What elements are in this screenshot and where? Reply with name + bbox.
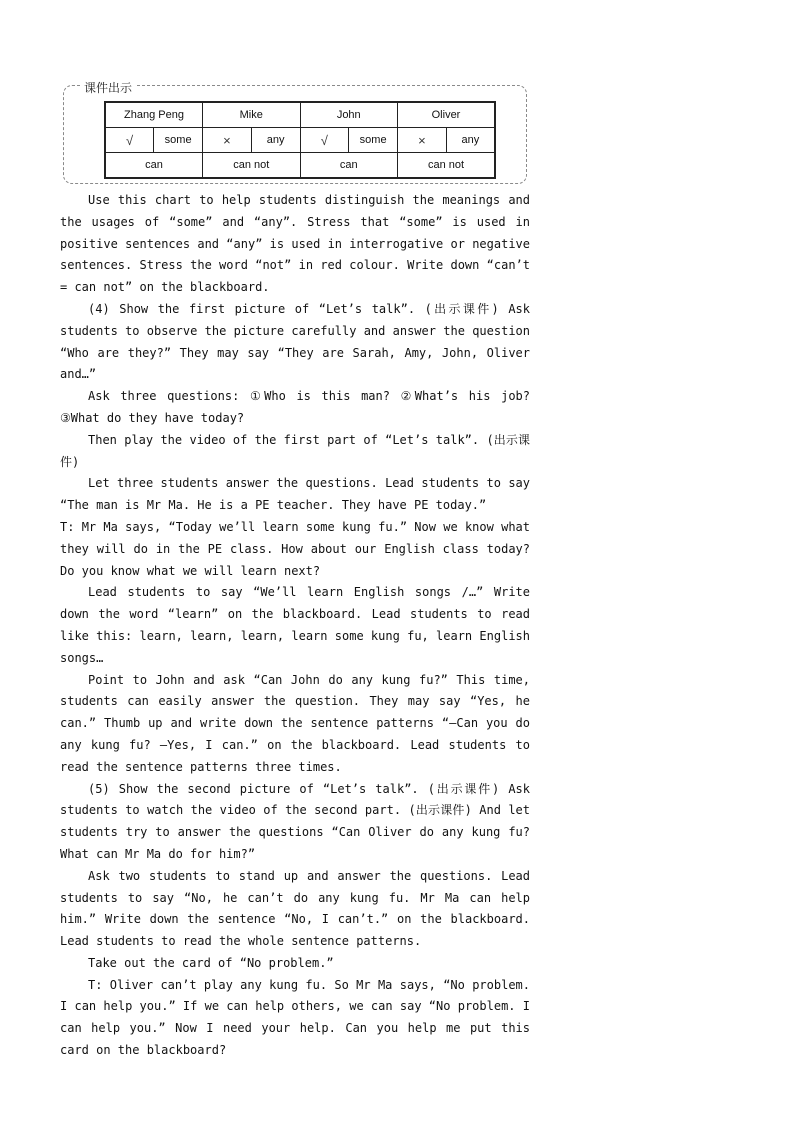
paragraph: Point to John and ask “Can John do any kung fu?” This time, students can easily answer the question. They may say “Yes, he can.” Thumb up and write down the sentence patterns “—Can you do any kung fu? —Yes, I can.” on the blackboard. Lead students to read the sentence patterns three times. bbox=[60, 672, 530, 774]
table-cell: can not bbox=[203, 153, 301, 179]
table-cell: some bbox=[349, 128, 398, 153]
table-cell: any bbox=[251, 128, 300, 153]
check-mark-icon: √ bbox=[300, 128, 349, 153]
table-header-cell: Oliver bbox=[398, 102, 496, 128]
courseware-callout-title: 课件出示 bbox=[81, 79, 135, 96]
paragraph: (5) Show the second picture of “Let’s talk”. (出示课件) Ask students to watch the video of the second part. (出示课件) And let students try to answer the questions “Can Oliver do any kung fu? What can Mr Ma do for him?” bbox=[60, 781, 530, 861]
lesson-body-text bbox=[60, 190, 530, 1062]
cross-mark-icon: × bbox=[203, 128, 252, 153]
some-any-chart-table bbox=[104, 101, 496, 179]
table-row bbox=[105, 128, 495, 153]
table-cell: can bbox=[105, 153, 203, 179]
table-row bbox=[105, 153, 495, 179]
paragraph: Let three students answer the questions. Lead students to say “The man is Mr Ma. He is a PE teacher. They have PE today.” bbox=[60, 476, 530, 513]
table-header-cell: Mike bbox=[203, 102, 301, 128]
check-mark-icon: √ bbox=[105, 128, 154, 153]
paragraph: Take out the card of “No problem.” bbox=[88, 955, 334, 970]
table-row bbox=[105, 102, 495, 128]
table-cell: some bbox=[154, 128, 203, 153]
paragraph: Use this chart to help students distinguish the meanings and the usages of “some” and “any”. Stress that “some” is used in positive sentences and “any” is used in interrogative or negative sentences. Stress the word “not” in red colour. Write down “can’t = can not” on the blackboard. bbox=[60, 193, 530, 295]
cross-mark-icon: × bbox=[398, 128, 447, 153]
paragraph: T: Oliver can’t play any kung fu. So Mr Ma says, “No problem. I can help you.” If we can help others, we can say “No problem. I can help you.” Now I need your help. Can you help me put this card on the blackboard? bbox=[60, 977, 530, 1058]
paragraph: Lead students to say “We’ll learn English songs /…” Write down the word “learn” on the blackboard. Lead students to read like this: learn, learn, learn, learn some kung fu, learn English songs… bbox=[60, 585, 530, 665]
table-header-cell: Zhang Peng bbox=[105, 102, 203, 128]
table-cell: can not bbox=[398, 153, 496, 179]
paragraph: Ask three questions: ①Who is this man? ②What’s his job? ③What do they have today? bbox=[60, 389, 530, 425]
paragraph: (4) Show the first picture of “Let’s talk”. (出示课件) Ask students to observe the picture carefully and answer the question “Who are they?” They may say “They are Sarah, Amy, John, Oliver and…” bbox=[60, 301, 530, 382]
paragraph: Then play the video of the first part of “Let’s talk”. (出示课件) bbox=[60, 432, 530, 469]
table-cell: any bbox=[446, 128, 495, 153]
paragraph: T: Mr Ma says, “Today we’ll learn some kung fu.” Now we know what they will do in the PE class. How about our English class today? Do you know what we will learn next? bbox=[60, 519, 530, 578]
table-cell: can bbox=[300, 153, 398, 179]
table-header-cell: John bbox=[300, 102, 398, 128]
paragraph: Ask two students to stand up and answer the questions. Lead students to say “No, he can’t do any kung fu. Mr Ma can help him.” Write down the sentence “No, I can’t.” on the blackboard. Lead students to read the whole sentence patterns. bbox=[60, 868, 530, 949]
